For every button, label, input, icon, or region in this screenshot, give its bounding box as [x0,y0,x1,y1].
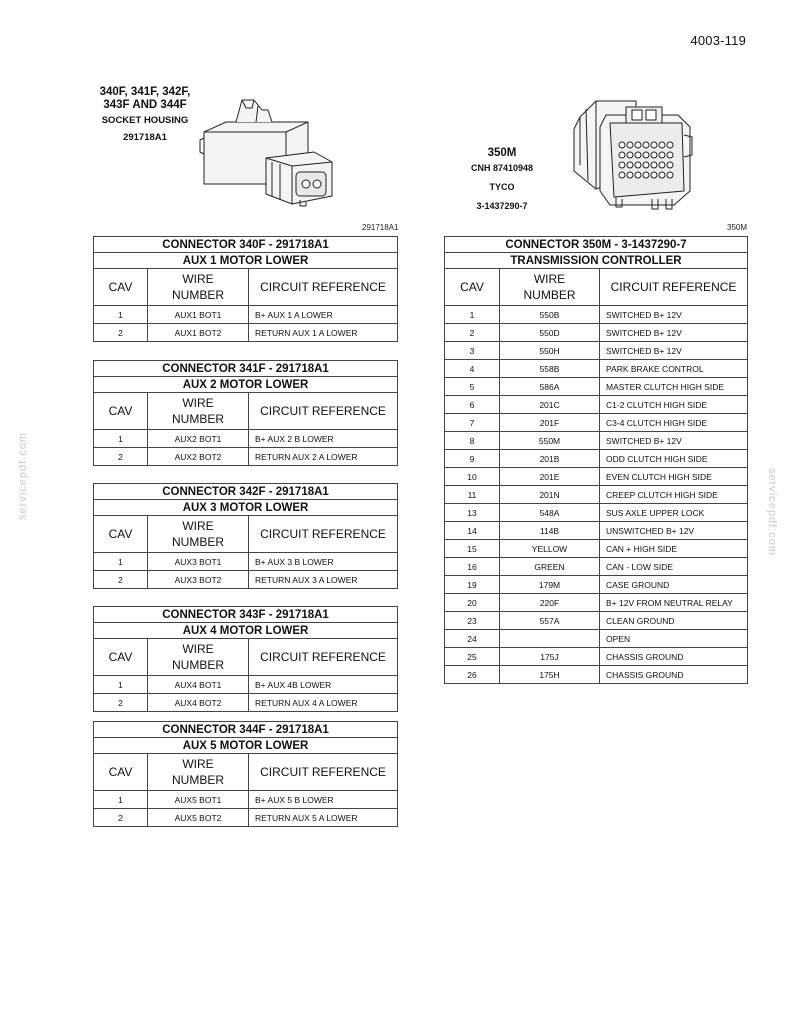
wire-number-header [148,639,249,676]
connector-350m-label [462,146,542,213]
table-row [445,648,748,666]
table-row [445,666,748,684]
wire-header-line-2: NUMBER [171,412,224,426]
housing-type: SOCKET HOUSING [101,115,189,126]
table-row [94,694,398,712]
connector-350m-illustration [566,95,696,213]
connector-title: CONNECTOR 342F - 291718A1 [94,484,398,500]
table-row [94,553,398,571]
circuit-reference-header: CIRCUIT REFERENCE [600,269,748,306]
wire-number-cell: YELLOW [500,540,600,558]
table-row [445,594,748,612]
wire-number-cell: 550M [500,432,600,450]
wire-number-cell: 201N [500,486,600,504]
connector-350m-id: 350M [487,147,517,159]
wire-header-line-2: NUMBER [171,658,224,672]
circuit-reference-cell: CREEP CLUTCH HIGH SIDE [600,486,748,504]
cav-cell: 5 [445,378,500,396]
wire-number-cell: 557A [500,612,600,630]
circuit-reference-cell: CHASSIS GROUND [600,666,748,684]
connector-title: CONNECTOR 344F - 291718A1 [94,722,398,738]
circuit-reference-cell: B+ AUX 1 A LOWER [249,306,398,324]
cav-cell: 1 [94,430,148,448]
connector-subtitle: TRANSMISSION CONTROLLER [445,253,748,269]
table-row [445,396,748,414]
right-figure-caption: 350M [727,223,748,232]
circuit-reference-cell: CAN - LOW SIDE [600,558,748,576]
connector-ids-line-2: 343F AND 344F [103,99,187,111]
table-row [445,468,748,486]
connector-title: CONNECTOR 343F - 291718A1 [94,607,398,623]
connector-table-1 [93,360,398,466]
table-row [445,324,748,342]
wire-header-line-1: WIRE [182,519,214,533]
cav-cell: 1 [94,676,148,694]
wire-number-cell: 175J [500,648,600,666]
wire-header-line-2: NUMBER [171,535,224,549]
table-row [445,576,748,594]
cav-cell: 26 [445,666,500,684]
cav-header: CAV [445,269,500,306]
wire-number-cell: AUX2 BOT1 [148,430,249,448]
connector-subtitle: AUX 3 MOTOR LOWER [94,500,398,516]
wire-header-line-1: WIRE [182,757,214,771]
table-row [94,676,398,694]
connector-ids-line-1: 340F, 341F, 342F, [99,86,191,98]
circuit-reference-cell: PARK BRAKE CONTROL [600,360,748,378]
circuit-reference-cell: RETURN AUX 3 A LOWER [249,571,398,589]
wire-number-cell: 550D [500,324,600,342]
circuit-reference-cell: B+ 12V FROM NEUTRAL RELAY [600,594,748,612]
wire-number-cell: 114B [500,522,600,540]
wire-number-cell: GREEN [500,558,600,576]
left-figure-caption: 291718A1 [362,223,399,232]
watermark-right: servicepdf.com [766,468,778,556]
connector-subtitle: AUX 4 MOTOR LOWER [94,623,398,639]
cav-cell: 14 [445,522,500,540]
socket-housing-label [80,86,210,144]
housing-part-number: 291718A1 [123,132,167,143]
circuit-reference-cell: RETURN AUX 4 A LOWER [249,694,398,712]
cav-cell: 25 [445,648,500,666]
tyco-part-number: 3-1437290-7 [476,201,528,211]
connector-subtitle: AUX 1 MOTOR LOWER [94,253,398,269]
cav-cell: 8 [445,432,500,450]
circuit-reference-cell: RETURN AUX 1 A LOWER [249,324,398,342]
cav-cell: 10 [445,468,500,486]
circuit-reference-cell: B+ AUX 4B LOWER [249,676,398,694]
cav-cell: 16 [445,558,500,576]
wire-header-line-2: NUMBER [523,288,576,302]
circuit-reference-cell: CASE GROUND [600,576,748,594]
circuit-reference-cell: SWITCHED B+ 12V [600,432,748,450]
wire-number-cell: AUX2 BOT2 [148,448,249,466]
wire-header-line-1: WIRE [182,396,214,410]
table-row [445,540,748,558]
connector-table-5 [444,236,748,684]
table-row [94,809,398,827]
wire-number-cell: 201F [500,414,600,432]
cav-cell: 23 [445,612,500,630]
cav-header: CAV [94,393,148,430]
watermark-left: servicepdf.com [17,432,29,520]
circuit-reference-cell: SWITCHED B+ 12V [600,324,748,342]
cav-cell: 7 [445,414,500,432]
socket-housing-illustration [196,96,346,214]
wire-number-cell: AUX1 BOT2 [148,324,249,342]
wire-number-cell: AUX4 BOT1 [148,676,249,694]
cav-header: CAV [94,516,148,553]
wire-header-line-1: WIRE [182,272,214,286]
wire-number-cell: AUX1 BOT1 [148,306,249,324]
circuit-reference-cell: B+ AUX 2 B LOWER [249,430,398,448]
circuit-reference-cell: OPEN [600,630,748,648]
wire-number-cell: AUX5 BOT1 [148,791,249,809]
table-row [445,414,748,432]
cav-cell: 9 [445,450,500,468]
table-row [445,306,748,324]
circuit-reference-cell: SUS AXLE UPPER LOCK [600,504,748,522]
wire-number-cell: 220F [500,594,600,612]
circuit-reference-cell: ODD CLUTCH HIGH SIDE [600,450,748,468]
wire-number-cell [500,630,600,648]
table-row [445,504,748,522]
wire-number-cell: AUX4 BOT2 [148,694,249,712]
circuit-reference-cell: RETURN AUX 2 A LOWER [249,448,398,466]
wire-header-line-2: NUMBER [171,288,224,302]
cav-cell: 6 [445,396,500,414]
cav-cell: 13 [445,504,500,522]
connector-table-3 [93,606,398,712]
connector-table-4 [93,721,398,827]
wire-number-cell: 548A [500,504,600,522]
circuit-reference-header: CIRCUIT REFERENCE [249,754,398,791]
cav-cell: 4 [445,360,500,378]
wire-number-header [148,754,249,791]
table-row [445,342,748,360]
wire-number-header [148,269,249,306]
table-row [445,558,748,576]
wire-number-cell: 550B [500,306,600,324]
circuit-reference-cell: CHASSIS GROUND [600,648,748,666]
manufacturer: TYCO [489,182,515,192]
connector-table-0 [93,236,398,342]
connector-title: CONNECTOR 340F - 291718A1 [94,237,398,253]
connector-subtitle: AUX 5 MOTOR LOWER [94,738,398,754]
circuit-reference-cell: SWITCHED B+ 12V [600,306,748,324]
wire-number-cell: AUX5 BOT2 [148,809,249,827]
cav-cell: 2 [445,324,500,342]
cav-cell: 1 [94,791,148,809]
table-row [445,360,748,378]
cav-cell: 2 [94,571,148,589]
table-row [445,630,748,648]
wire-number-cell: 179M [500,576,600,594]
table-row [94,571,398,589]
cav-cell: 20 [445,594,500,612]
circuit-reference-header: CIRCUIT REFERENCE [249,269,398,306]
circuit-reference-header: CIRCUIT REFERENCE [249,516,398,553]
circuit-reference-cell: UNSWITCHED B+ 12V [600,522,748,540]
circuit-reference-cell: B+ AUX 3 B LOWER [249,553,398,571]
connector-table-2 [93,483,398,589]
wire-header-line-1: WIRE [182,642,214,656]
cav-cell: 2 [94,694,148,712]
table-row [94,430,398,448]
circuit-reference-header: CIRCUIT REFERENCE [249,393,398,430]
wire-number-cell: AUX3 BOT2 [148,571,249,589]
connector-subtitle: AUX 2 MOTOR LOWER [94,377,398,393]
wire-header-line-1: WIRE [533,272,566,286]
circuit-reference-cell: MASTER CLUTCH HIGH SIDE [600,378,748,396]
table-row [94,306,398,324]
cav-cell: 2 [94,324,148,342]
cnh-part-number: CNH 87410948 [470,163,534,173]
cav-cell: 1 [94,306,148,324]
cav-header: CAV [94,754,148,791]
wire-number-cell: AUX3 BOT1 [148,553,249,571]
circuit-reference-cell: SWITCHED B+ 12V [600,342,748,360]
page-number: 4003-119 [690,33,746,48]
cav-cell: 15 [445,540,500,558]
table-row [445,432,748,450]
cav-cell: 2 [94,448,148,466]
table-row [94,324,398,342]
circuit-reference-cell: CLEAN GROUND [600,612,748,630]
cav-cell: 19 [445,576,500,594]
cav-cell: 1 [445,306,500,324]
wire-number-header [500,269,600,306]
wire-number-cell: 550H [500,342,600,360]
table-row [445,378,748,396]
cav-cell: 24 [445,630,500,648]
wire-header-line-2: NUMBER [171,773,224,787]
table-row [445,486,748,504]
cav-header: CAV [94,269,148,306]
wire-number-cell: 201C [500,396,600,414]
table-row [94,791,398,809]
cav-cell: 11 [445,486,500,504]
wire-number-cell: 201B [500,450,600,468]
table-row [445,612,748,630]
circuit-reference-cell: B+ AUX 5 B LOWER [249,791,398,809]
connector-title: CONNECTOR 341F - 291718A1 [94,361,398,377]
wire-number-header [148,393,249,430]
wire-number-cell: 175H [500,666,600,684]
cav-cell: 3 [445,342,500,360]
table-row [445,522,748,540]
circuit-reference-cell: EVEN CLUTCH HIGH SIDE [600,468,748,486]
circuit-reference-cell: C3-4 CLUTCH HIGH SIDE [600,414,748,432]
circuit-reference-cell: RETURN AUX 5 A LOWER [249,809,398,827]
cav-cell: 1 [94,553,148,571]
cav-cell: 2 [94,809,148,827]
wire-number-cell: 586A [500,378,600,396]
wire-number-header [148,516,249,553]
table-row [445,450,748,468]
table-row [94,448,398,466]
circuit-reference-header: CIRCUIT REFERENCE [249,639,398,676]
wire-number-cell: 201E [500,468,600,486]
circuit-reference-cell: CAN + HIGH SIDE [600,540,748,558]
wire-number-cell: 558B [500,360,600,378]
circuit-reference-cell: C1-2 CLUTCH HIGH SIDE [600,396,748,414]
cav-header: CAV [94,639,148,676]
connector-title: CONNECTOR 350M - 3-1437290-7 [445,237,748,253]
